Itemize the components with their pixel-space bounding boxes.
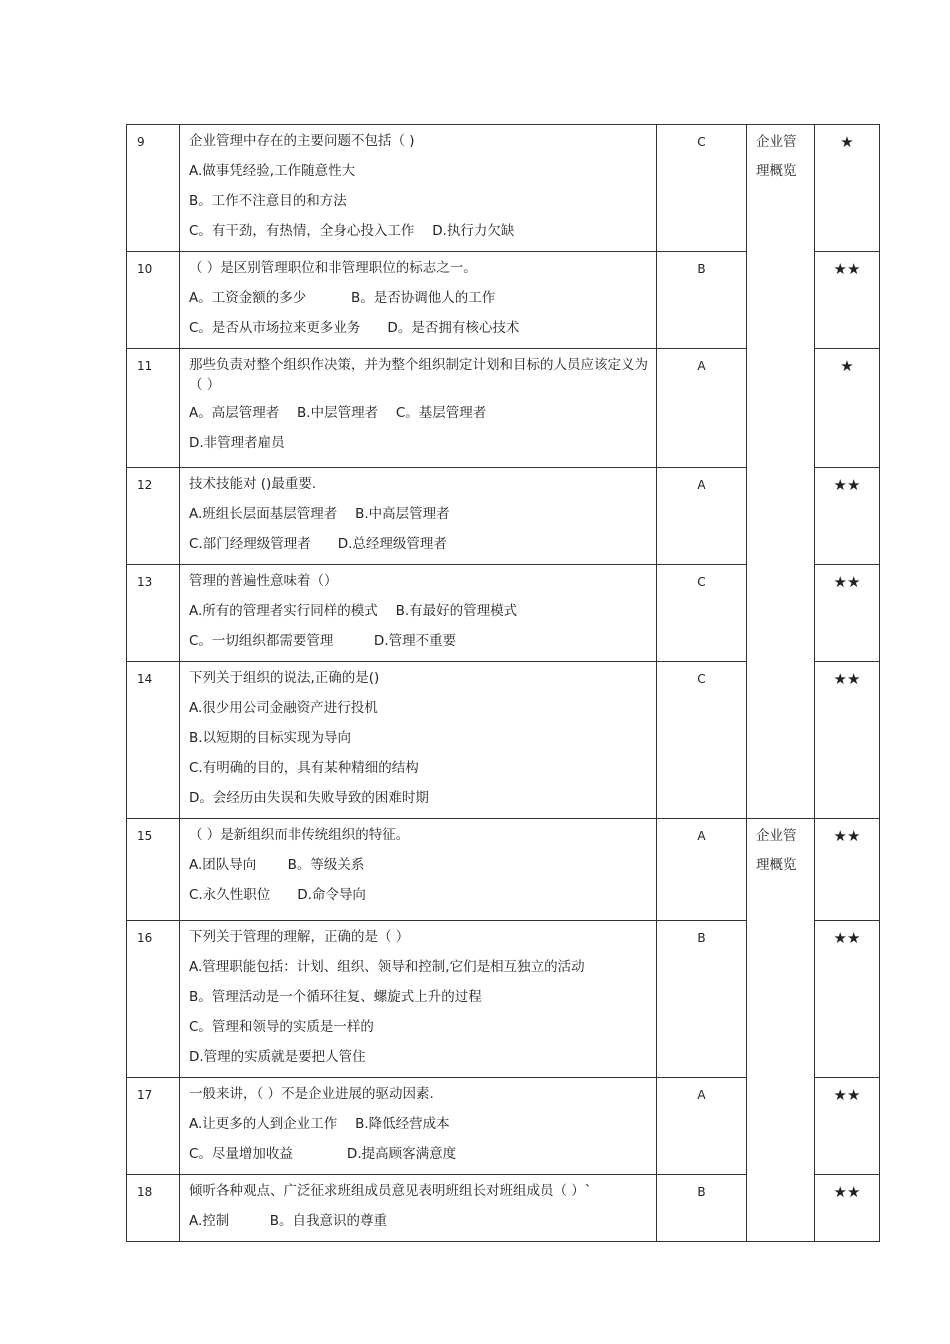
option-line: D。会经历由失误和失败导致的困难时期 [189,790,429,806]
difficulty-stars: ★★ [815,921,880,1078]
option-line: C。尽量增加收益 D.提高顾客满意度 [189,1146,457,1162]
table-row [127,125,880,252]
answer-cell: B [657,252,747,349]
question-line: 技术技能对 ()最重要. [189,476,317,492]
question-text [180,125,657,252]
question-line: 管理的普遍性意味着（） [189,573,338,589]
difficulty-stars: ★ [815,125,880,252]
question-number: 15 [127,819,180,921]
option-line: C.有明确的目的，具有某种精细的结构 [189,760,419,776]
option-line: D.非管理者雇员 [189,435,285,451]
answer-cell: A [657,468,747,565]
option-line: C。是否从市场拉来更多业务 D。是否拥有核心技术 [189,320,520,336]
question-text [180,921,657,1078]
option-line: B。工作不注意目的和方法 [189,193,347,209]
option-line: C.部门经理级管理者 D.总经理级管理者 [189,536,447,552]
question-line: 那些负责对整个组织作决策，并为整个组织制定计划和目标的人员应该定义为（ ） [189,357,648,393]
difficulty-stars: ★★ [815,819,880,921]
option-line: A.团队导向 B。等级关系 [189,857,365,873]
option-line: D.管理的实质就是要把人管住 [189,1049,366,1065]
question-number: 12 [127,468,180,565]
question-line: 下列关于管理的理解，正确的是（ ） [189,929,410,945]
question-text [180,565,657,662]
option-line: A.控制 B。自我意识的尊重 [189,1213,388,1229]
difficulty-stars: ★★ [815,1078,880,1175]
answer-cell: B [657,921,747,1078]
question-text [180,1175,657,1242]
question-number: 10 [127,252,180,349]
difficulty-stars: ★★ [815,252,880,349]
option-line: C。有干劲，有热情，全身心投入工作 D.执行力欠缺 [189,223,515,239]
option-line: A.管理职能包括：计划、组织、领导和控制,它们是相互独立的活动 [189,959,585,975]
question-text [180,349,657,468]
option-line: C。管理和领导的实质是一样的 [189,1019,374,1035]
option-line: A.很少用公司金融资产进行投机 [189,700,378,716]
question-text [180,662,657,819]
question-line: 下列关于组织的说法,正确的是() [189,670,380,686]
question-number: 9 [127,125,180,252]
question-number: 13 [127,565,180,662]
difficulty-stars: ★★ [815,565,880,662]
option-line: A.做事凭经验,工作随意性大 [189,163,356,179]
option-line: A.所有的管理者实行同样的模式 B.有最好的管理模式 [189,603,518,619]
question-text [180,468,657,565]
answer-cell: C [657,565,747,662]
option-line: A.让更多的人到企业工作 B.降低经营成本 [189,1116,450,1132]
question-text [180,1078,657,1175]
option-line: C.永久性职位 D.命令导向 [189,887,366,903]
answer-cell: A [657,1078,747,1175]
difficulty-stars: ★★ [815,468,880,565]
question-line: 企业管理中存在的主要问题不包括（ ) [189,133,415,149]
category-cell: 企业管理概览 [747,819,815,1242]
difficulty-stars: ★★ [815,662,880,819]
question-text [180,819,657,921]
question-number: 17 [127,1078,180,1175]
category-cell: 企业管理概览 [747,125,815,819]
table-row [127,819,880,921]
option-line: A。高层管理者 B.中层管理者 C。基层管理者 [189,405,487,421]
option-line: A。工资金额的多少 B。是否协调他人的工作 [189,290,496,306]
option-line: B。管理活动是一个循环往复、螺旋式上升的过程 [189,989,482,1005]
question-number: 11 [127,349,180,468]
option-line: B.以短期的目标实现为导向 [189,730,352,746]
difficulty-stars: ★★ [815,1175,880,1242]
difficulty-stars: ★ [815,349,880,468]
question-number: 18 [127,1175,180,1242]
answer-cell: C [657,125,747,252]
answer-cell: A [657,349,747,468]
question-number: 14 [127,662,180,819]
question-line: 一般来讲，（ ）不是企业进展的驱动因素. [189,1086,434,1102]
question-line: 倾听各种观点、广泛征求班组成员意见表明班组长对班组成员（ ）` [189,1183,592,1199]
option-line: C。一切组织都需要管理 D.管理不重要 [189,633,457,649]
option-line: A.班组长层面基层管理者 B.中高层管理者 [189,506,450,522]
question-line: （ ）是新组织而非传统组织的特征。 [189,827,410,843]
answer-cell: A [657,819,747,921]
question-text [180,252,657,349]
answer-cell: C [657,662,747,819]
question-table [126,124,880,1242]
answer-cell: B [657,1175,747,1242]
question-line: （ ）是区别管理职位和非管理职位的标志之一。 [189,260,477,276]
question-number: 16 [127,921,180,1078]
